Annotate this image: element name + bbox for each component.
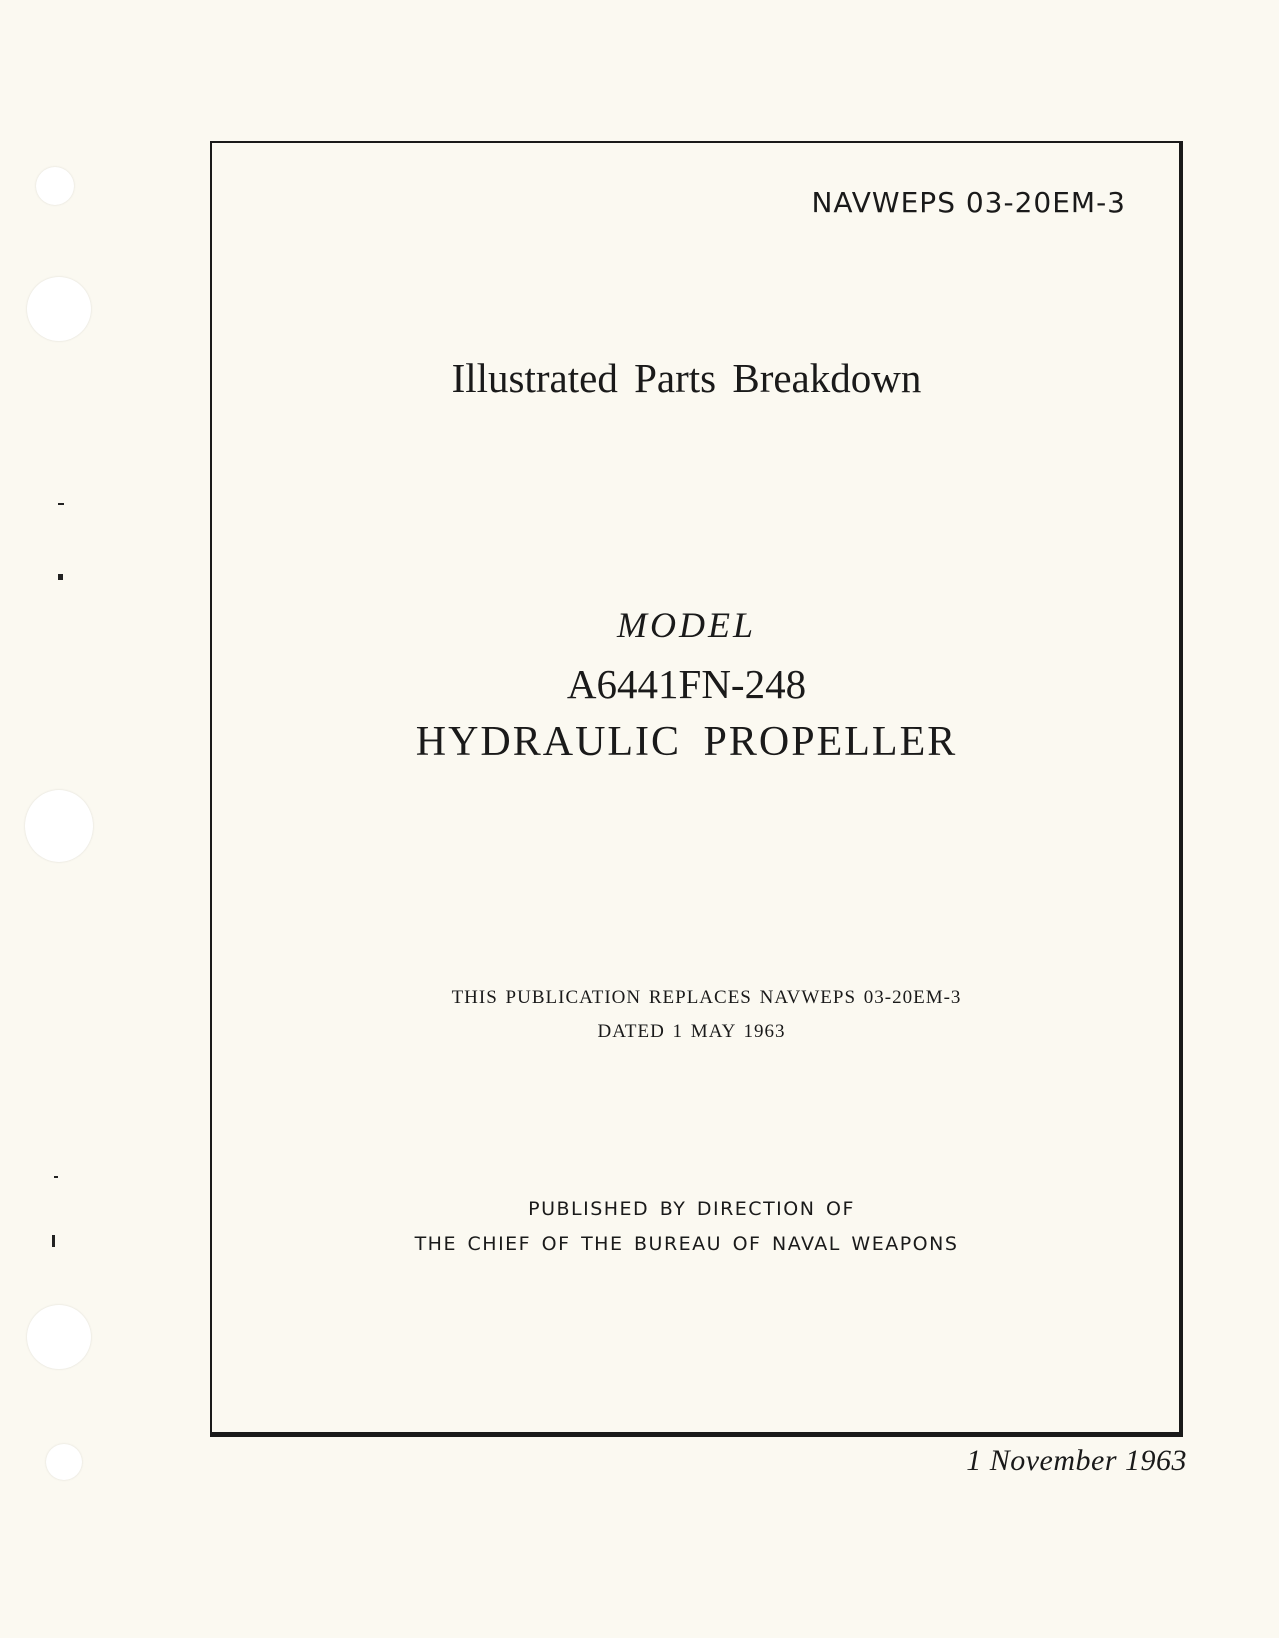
- authority-line-2: THE CHIEF OF THE BUREAU OF NAVAL WEAPONS: [414, 1233, 959, 1255]
- model-label: MODEL: [617, 605, 756, 645]
- punch-hole: [25, 790, 93, 862]
- issue-date: 1 November 1963: [966, 1444, 1187, 1477]
- publication-number: NAVWEPS 03-20EM-3: [811, 186, 1126, 219]
- model-number: A6441FN-248: [566, 661, 807, 707]
- scan-speck: [58, 574, 63, 580]
- scan-speck: [52, 1235, 55, 1247]
- punch-hole: [27, 1305, 91, 1369]
- document-title: Illustrated Parts Breakdown: [451, 355, 922, 401]
- punch-hole: [46, 1444, 82, 1480]
- scan-speck: [58, 503, 64, 505]
- supersession-line-1: THIS PUBLICATION REPLACES NAVWEPS 03-20EM-3: [451, 987, 962, 1008]
- scan-speck: [54, 1176, 58, 1178]
- supersession-line-2: DATED 1 MAY 1963: [597, 1021, 786, 1042]
- model-name: HYDRAULIC PROPELLER: [415, 719, 958, 765]
- authority-line-1: PUBLISHED BY DIRECTION OF: [528, 1198, 855, 1220]
- punch-hole: [27, 277, 91, 341]
- punch-hole: [36, 167, 74, 205]
